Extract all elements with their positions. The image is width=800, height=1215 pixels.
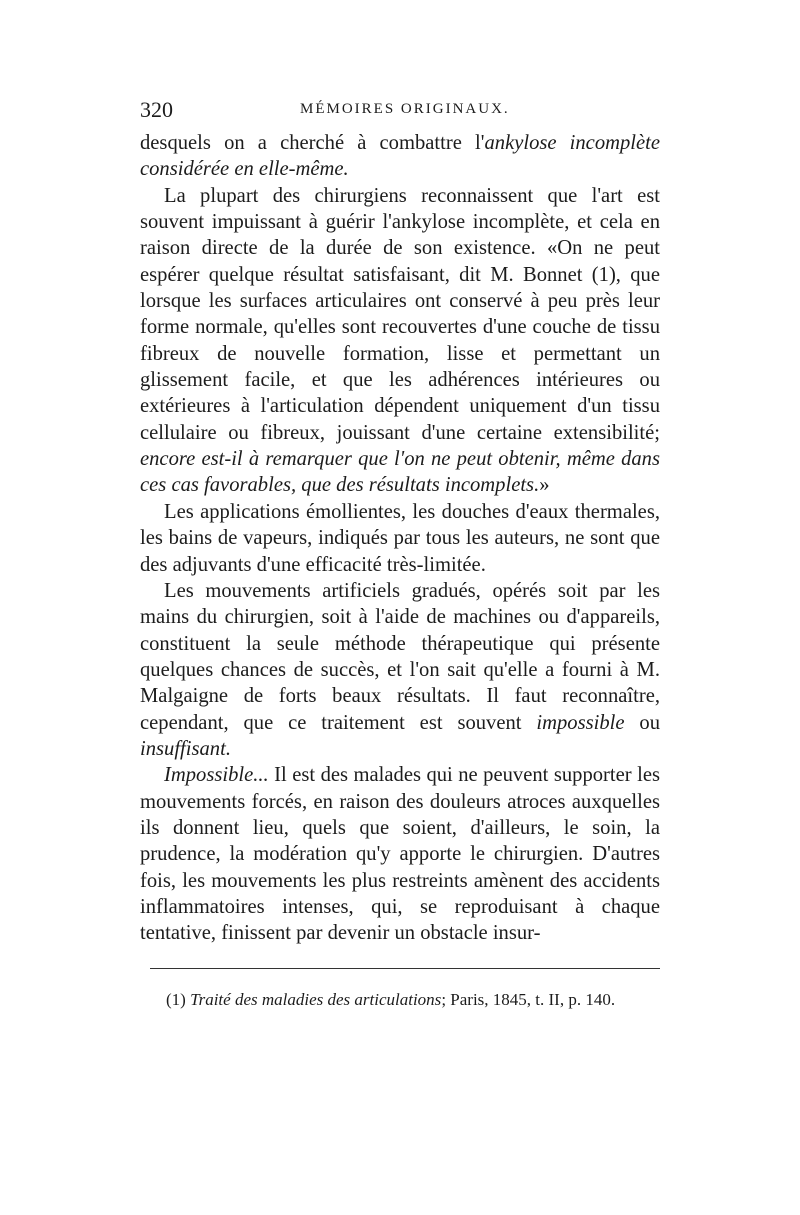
italic-segment: Impossible...: [164, 764, 269, 787]
footnote: [140, 988, 660, 1012]
running-head: MÉMOIRES ORIGINAUX.: [300, 101, 510, 117]
paragraph-1: [140, 130, 660, 183]
italic-segment: insuffisant.: [140, 737, 231, 760]
text-segment: Il est des malades qui ne peuvent supporter les mouvements forcés, en raison des douleurs atroces auxquelles ils donnent lieu, quels que soient, d'ailleurs, le soin, la prudence, la modération qu'y apporte le chirurgien. D'autres fois, les mouvements les plus restreints amènent des accidents inflammatoires intenses, qui, se reproduisant à chaque tentative, finissent par devenir un obstacle insur-: [140, 764, 660, 945]
text-segment: desquels on a cherché à combattre l': [140, 132, 485, 154]
text-segment: La plupart des chirurgiens reconnaissent que l'art est souvent impuissant à guérir l'ankylose incomplète, et cela en raison directe de la durée de son existence. «On ne peut espérer quelque résultat satisfaisant, dit M. Bonnet (1), que lorsque les surfaces articulaires ont conservé à peu près leur forme normale, qu'elles sont recouvertes d'une couche de tissu fibreux de nouvelle formation, lisse et permettant un glissement facile, et que les adhérences intérieures ou extérieures à l'articulation dépendent uniquement d'un tissu cellulaire ou fibreux, jouissant d'une certaine extensibilité;: [140, 184, 660, 444]
text-segment: Les applications émollientes, les douches d'eaux thermales, les bains de vapeurs, indiqués par tous les auteurs, ne sont que des adjuvants d'une efficacité très-limitée.: [140, 500, 660, 576]
footnote-marker: (1): [166, 990, 191, 1009]
paragraph-5: [140, 762, 660, 946]
italic-segment: impossible: [536, 711, 625, 734]
footnote-divider: [150, 968, 660, 969]
body-text: [140, 130, 660, 947]
footnote-book-title: Traité des maladies des articulations: [190, 990, 442, 1009]
paragraph-3: [140, 499, 660, 578]
paragraph-2: [140, 183, 660, 499]
italic-segment: ankylose incomplète considérée en elle-même.: [140, 132, 661, 181]
footnote-citation: ; Paris, 1845, t. II, p. 140.: [441, 990, 616, 1009]
italic-segment: encore est-il à remarquer que l'on ne peut obtenir, même dans ces cas favorables, que des résultats incomplets.: [140, 448, 660, 497]
text-segment: »: [539, 474, 550, 497]
paragraph-4: [140, 578, 660, 762]
text-segment: ou: [624, 711, 660, 734]
text-segment: Les mouvements artificiels gradués, opérés soit par les mains du chirurgien, soit à l'aide de machines ou d'appareils, constituent la seule méthode thérapeutique qui présente quelques chances de succès, et l'on sait qu'elle a fourni à M. Malgaigne de forts beaux résultats. Il faut reconnaître, cependant, que ce traitement est souvent: [140, 579, 660, 734]
page-number: 320: [140, 97, 173, 122]
page-header: [140, 97, 660, 127]
